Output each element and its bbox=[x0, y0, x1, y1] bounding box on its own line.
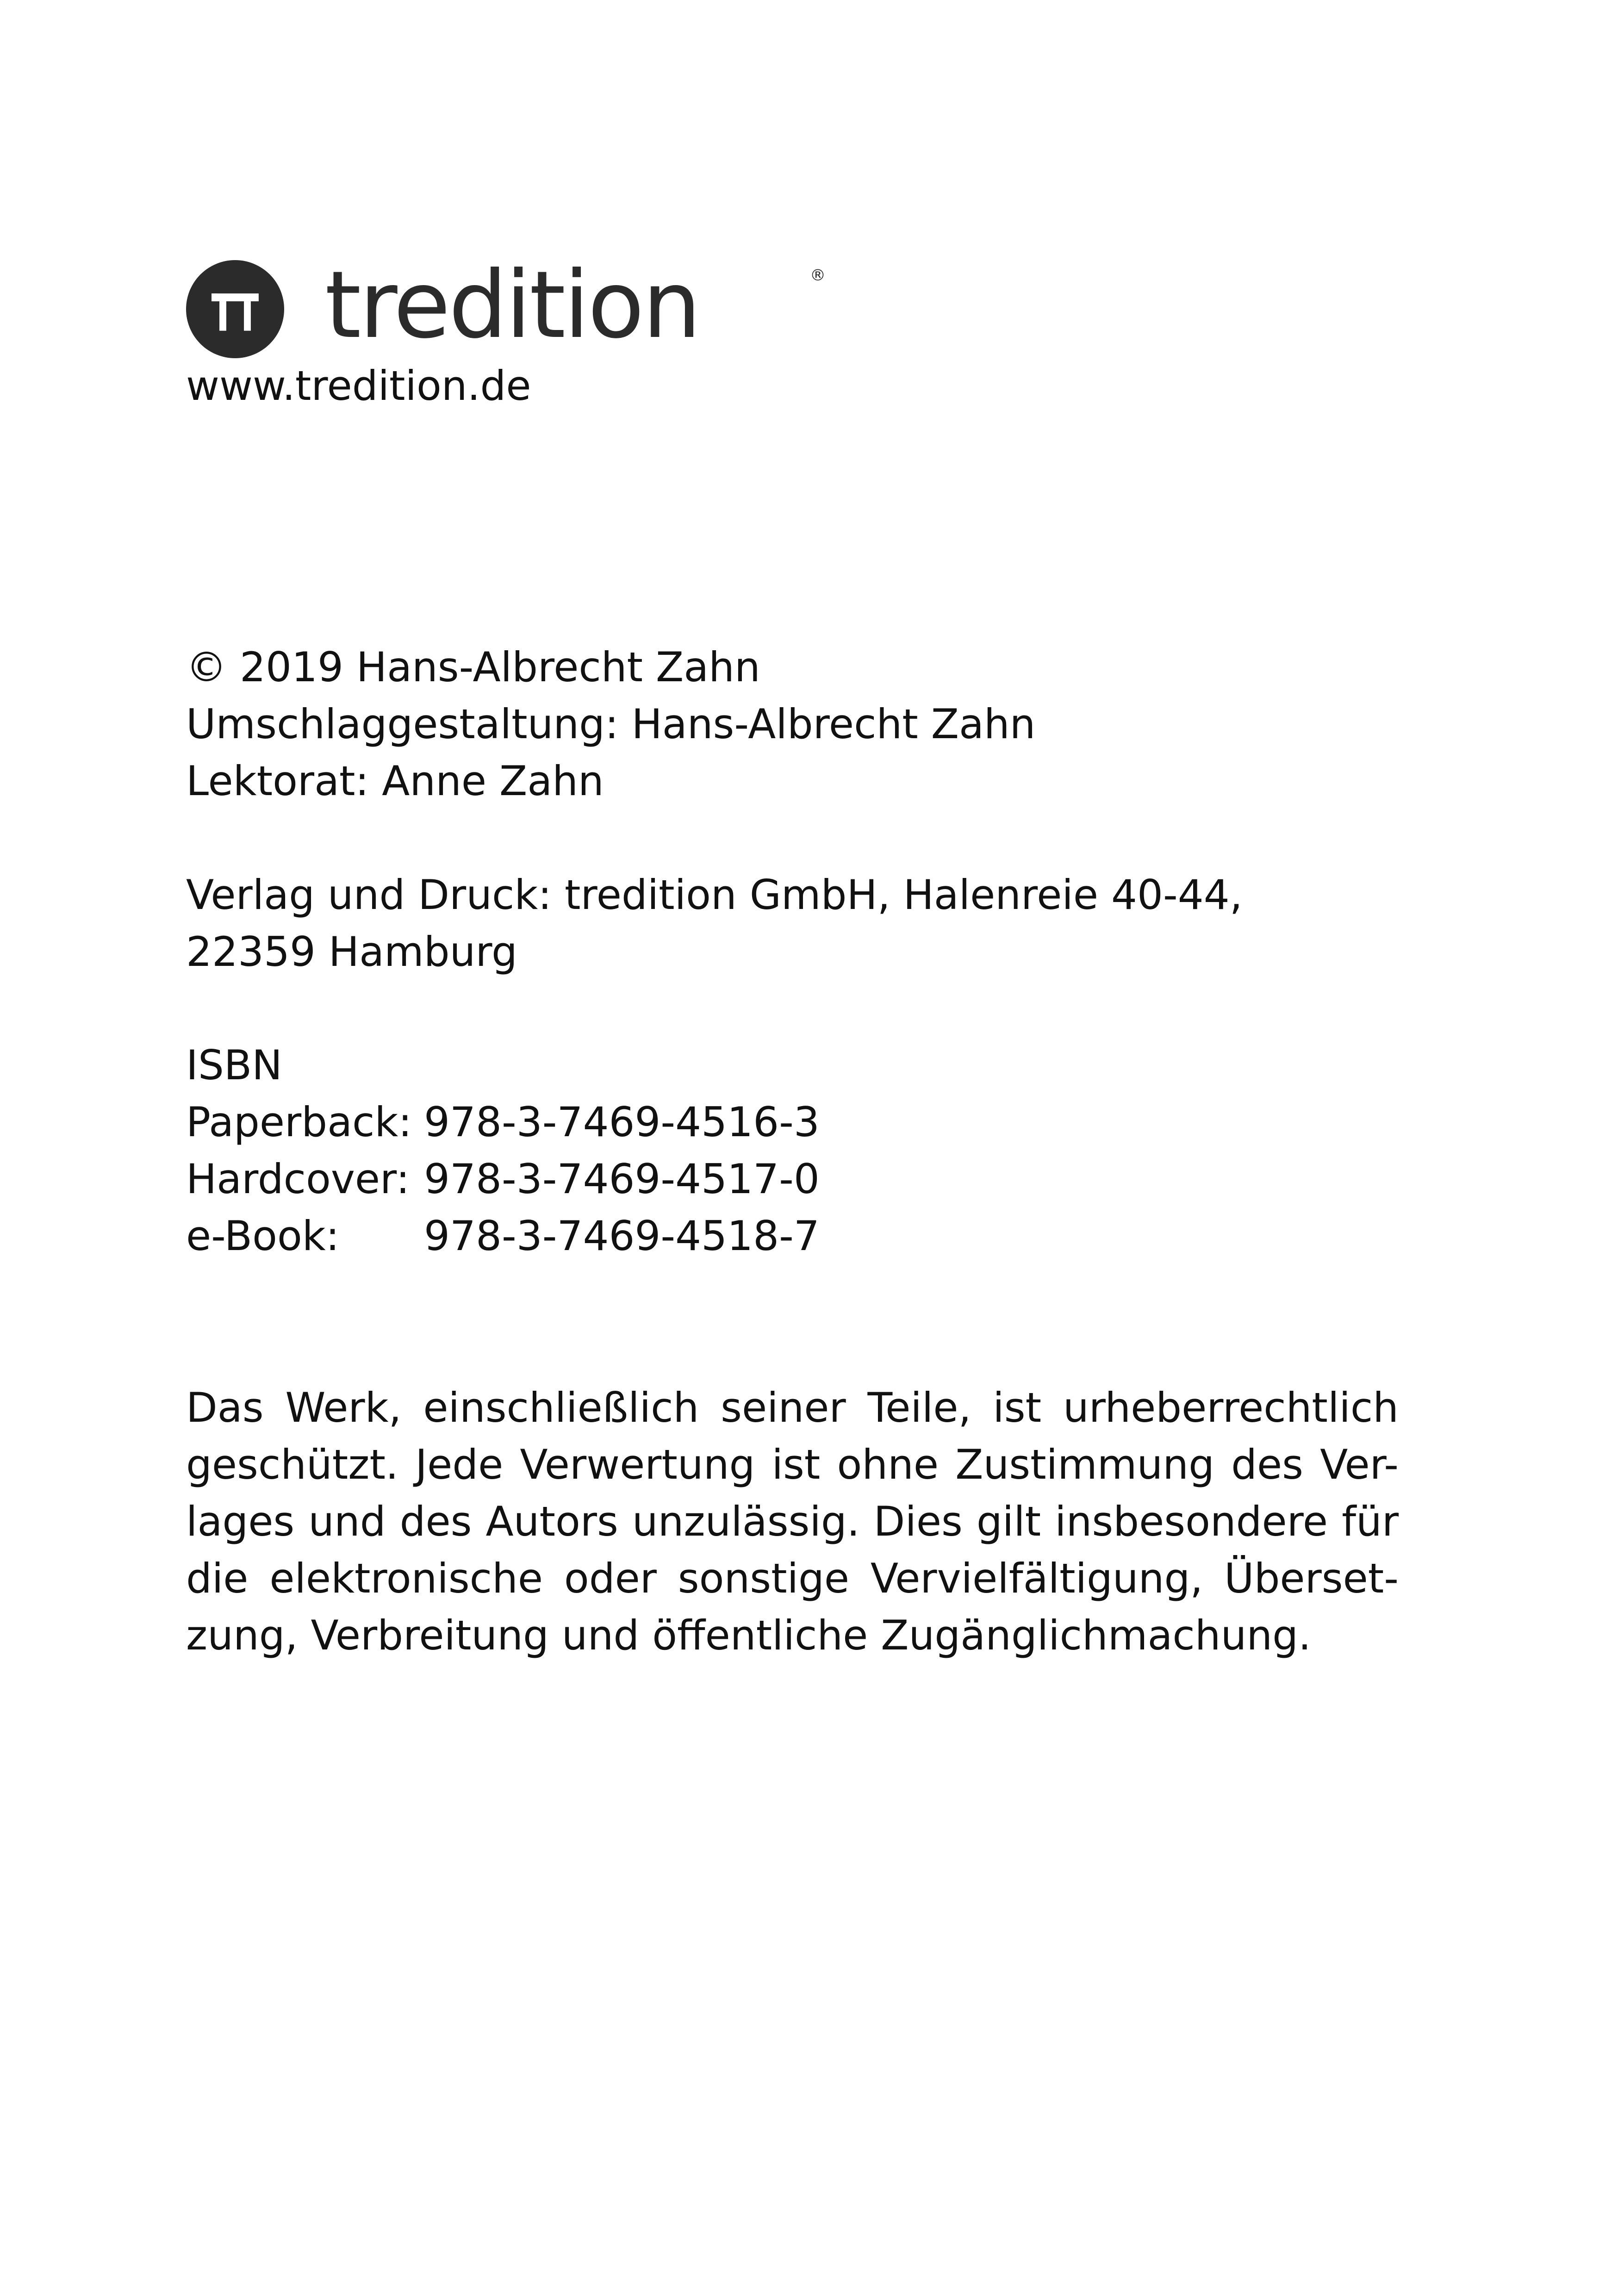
isbn-row-paperback bbox=[186, 1094, 820, 1151]
imprint-block bbox=[186, 866, 1243, 980]
tredition-logo-icon bbox=[186, 260, 284, 358]
isbn-heading: ISBN bbox=[186, 1041, 283, 1089]
isbn-value: 978-3-7469-4518-7 bbox=[424, 1212, 820, 1260]
registered-mark: ® bbox=[810, 266, 826, 285]
credits-block bbox=[186, 639, 1035, 809]
isbn-row-hardcover bbox=[186, 1151, 820, 1207]
publisher-address-line: Verlag und Druck: tredition GmbH, Halenreie 40-44, bbox=[186, 871, 1243, 919]
logo-wordmark: tredition bbox=[325, 251, 699, 359]
publisher-city-line: 22359 Hamburg bbox=[186, 928, 517, 976]
isbn-label: Hardcover: bbox=[186, 1155, 410, 1203]
copyright-line: © 2019 Hans-Albrecht Zahn bbox=[186, 643, 760, 691]
publisher-logo bbox=[186, 251, 826, 359]
publisher-url: www.tredition.de bbox=[186, 362, 531, 410]
legal-notice: Das Werk, einschließlich seiner Teile, ist urheberrechtlich geschützt. Jede Verwertung ist ohne Zustimmung des Ver-lages und des Autors unzulässig. Dies gilt insbesondere für die elektronische oder sonstige Vervielfältigung, Überset-zung, Verbreitung und öffentliche Zugänglichmachung. bbox=[186, 1384, 1399, 1659]
isbn-block bbox=[186, 1037, 820, 1264]
isbn-value: 978-3-7469-4517-0 bbox=[424, 1155, 820, 1203]
editing-line: Lektorat: Anne Zahn bbox=[186, 757, 604, 805]
isbn-label: Paperback: bbox=[186, 1098, 412, 1146]
isbn-label: e-Book: bbox=[186, 1212, 340, 1260]
cover-design-line: Umschlaggestaltung: Hans-Albrecht Zahn bbox=[186, 700, 1036, 748]
isbn-value: 978-3-7469-4516-3 bbox=[424, 1098, 820, 1146]
isbn-row-ebook bbox=[186, 1207, 820, 1264]
